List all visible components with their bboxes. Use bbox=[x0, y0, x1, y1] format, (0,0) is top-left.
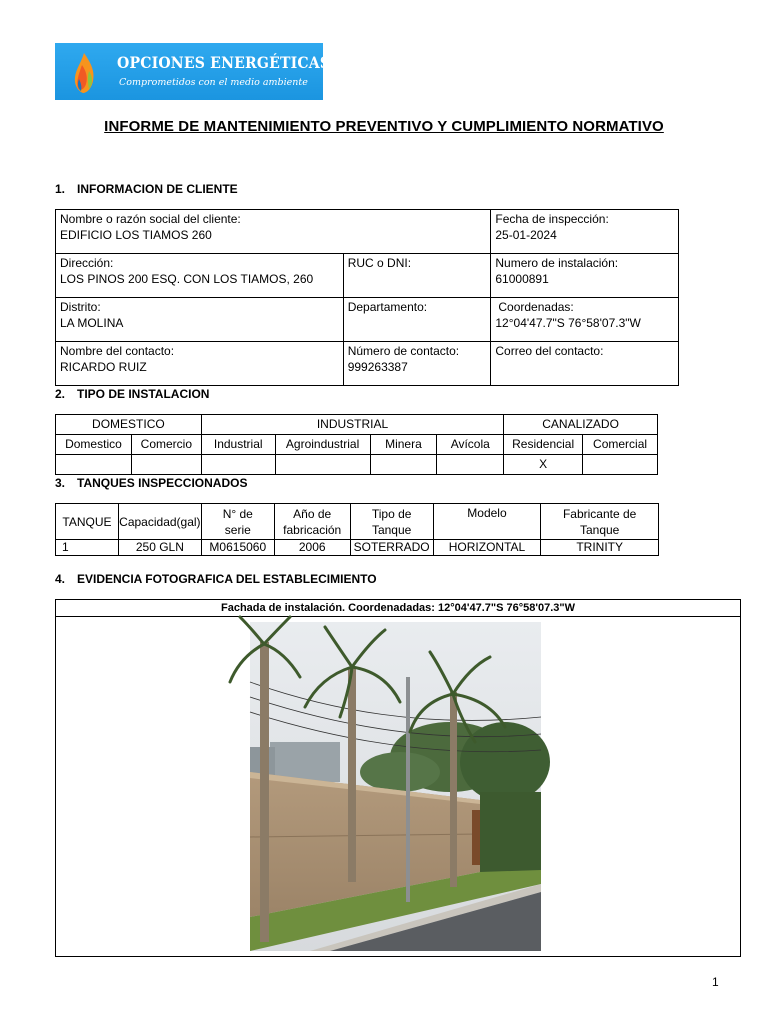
address-value: LOS PINOS 200 ESQ. CON LOS TIAMOS, 260 bbox=[60, 272, 314, 286]
department-label: Departamento: bbox=[347, 300, 428, 314]
subtype-agroindustrial: Agroindustrial bbox=[275, 435, 370, 455]
district-label: Distrito: bbox=[60, 300, 101, 314]
subtype-comercio: Comercio bbox=[131, 435, 201, 455]
ruc-label: RUC o DNI: bbox=[347, 256, 412, 270]
tank-number: 1 bbox=[56, 540, 119, 556]
tank-capacity: 250 GLN bbox=[118, 540, 201, 556]
contact-name-value: RICARDO RUIZ bbox=[60, 360, 147, 374]
flame-icon bbox=[69, 51, 99, 95]
subtype-residencial: Residencial bbox=[504, 435, 583, 455]
document-title: INFORME DE MANTENIMIENTO PREVENTIVO Y CUMPLIMIENTO NORMATIVO bbox=[104, 118, 664, 135]
inspection-date-label: Fecha de inspección: bbox=[495, 212, 609, 226]
section-title: TIPO DE INSTALACION bbox=[77, 387, 210, 401]
company-logo bbox=[55, 43, 369, 100]
facade-photo bbox=[250, 622, 541, 951]
tanks-header-serial: N° de serie bbox=[201, 504, 274, 540]
installation-number-value: 61000891 bbox=[495, 272, 549, 286]
group-domestico: DOMESTICO bbox=[56, 415, 202, 435]
tanks-header-type: Tipo de Tanque bbox=[350, 504, 433, 540]
section-number: 2. bbox=[55, 387, 66, 401]
subtype-minera: Minera bbox=[370, 435, 437, 455]
group-industrial: INDUSTRIAL bbox=[201, 415, 503, 435]
inspection-date-cell bbox=[491, 210, 679, 254]
mark-domestico bbox=[56, 455, 132, 475]
district-cell bbox=[56, 298, 344, 342]
subtype-avicola: Avícola bbox=[437, 435, 504, 455]
section-title: TANQUES INSPECCIONADOS bbox=[77, 476, 248, 490]
tank-type: SOTERRADO bbox=[350, 540, 433, 556]
section-title: EVIDENCIA FOTOGRAFICA DEL ESTABLECIMIENTO bbox=[77, 572, 377, 586]
tanks-header-capacity: Capacidad(gal) bbox=[118, 504, 201, 540]
contact-email-label: Correo del contacto: bbox=[495, 344, 604, 358]
mark-agroindustrial bbox=[275, 455, 370, 475]
installation-number-label: Numero de instalación: bbox=[495, 256, 619, 270]
address-cell bbox=[56, 254, 344, 298]
mark-industrial bbox=[201, 455, 275, 475]
contact-phone-cell bbox=[343, 342, 491, 386]
inspection-date-value: 25-01-2024 bbox=[495, 228, 557, 242]
section-number: 4. bbox=[55, 572, 66, 586]
group-canalizado: CANALIZADO bbox=[504, 415, 658, 435]
mark-avicola bbox=[437, 455, 504, 475]
section-title: INFORMACION DE CLIENTE bbox=[77, 182, 238, 196]
tanks-table bbox=[55, 503, 659, 556]
contact-phone-value: 999263387 bbox=[347, 360, 408, 374]
client-name-cell bbox=[56, 210, 491, 254]
tanks-header-tanque: TANQUE bbox=[56, 504, 119, 540]
tank-serial: M0615060 bbox=[201, 540, 274, 556]
installation-number-cell bbox=[491, 254, 679, 298]
contact-name-label: Nombre del contacto: bbox=[60, 344, 175, 358]
logo-brand-text: OPCIONES ENERGÉTICAS SAC bbox=[117, 53, 369, 72]
section-heading-photos bbox=[55, 572, 377, 586]
client-info-table bbox=[55, 209, 679, 386]
tanks-header-year: Año de fabricación bbox=[274, 504, 350, 540]
coordinates-label: Coordenadas: bbox=[498, 300, 574, 314]
coordinates-value: 12°04'47.7"S 76°58'07.3"W bbox=[495, 316, 641, 330]
table-row bbox=[56, 540, 659, 556]
photo-caption: Fachada de instalación. Coordenadadas: 12°04'47.7"S 76°58'07.3"W bbox=[56, 600, 740, 617]
mark-residencial: X bbox=[504, 455, 583, 475]
section-heading-installation bbox=[55, 387, 209, 401]
subtype-comercial: Comercial bbox=[583, 435, 658, 455]
tank-year: 2006 bbox=[274, 540, 350, 556]
ruc-cell bbox=[343, 254, 491, 298]
client-name-value: EDIFICIO LOS TIAMOS 260 bbox=[60, 228, 212, 242]
district-value: LA MOLINA bbox=[60, 316, 124, 330]
subtype-industrial: Industrial bbox=[201, 435, 275, 455]
facade-photo-illustration bbox=[250, 622, 541, 951]
tanks-header-model: Modelo bbox=[433, 504, 541, 540]
page-number: 1 bbox=[712, 975, 719, 989]
tanks-header-manufacturer: Fabricante de Tanque bbox=[541, 504, 659, 540]
mark-comercio bbox=[131, 455, 201, 475]
logo-tagline: Comprometidos con el medio ambiente bbox=[119, 77, 308, 88]
contact-email-cell bbox=[491, 342, 679, 386]
section-heading-client bbox=[55, 182, 238, 196]
address-label: Dirección: bbox=[60, 256, 114, 270]
tank-manufacturer: TRINITY bbox=[541, 540, 659, 556]
contact-name-cell bbox=[56, 342, 344, 386]
section-number: 1. bbox=[55, 182, 66, 196]
photo-evidence-box bbox=[55, 599, 741, 957]
mark-comercial bbox=[583, 455, 658, 475]
tank-model: HORIZONTAL bbox=[433, 540, 541, 556]
subtype-domestico: Domestico bbox=[56, 435, 132, 455]
coordinates-cell bbox=[491, 298, 679, 342]
contact-phone-label: Número de contacto: bbox=[347, 344, 460, 358]
mark-minera bbox=[370, 455, 437, 475]
section-heading-tanks bbox=[55, 476, 247, 490]
installation-type-table bbox=[55, 414, 658, 475]
section-number: 3. bbox=[55, 476, 66, 490]
department-cell bbox=[343, 298, 491, 342]
client-name-label: Nombre o razón social del cliente: bbox=[60, 212, 241, 226]
